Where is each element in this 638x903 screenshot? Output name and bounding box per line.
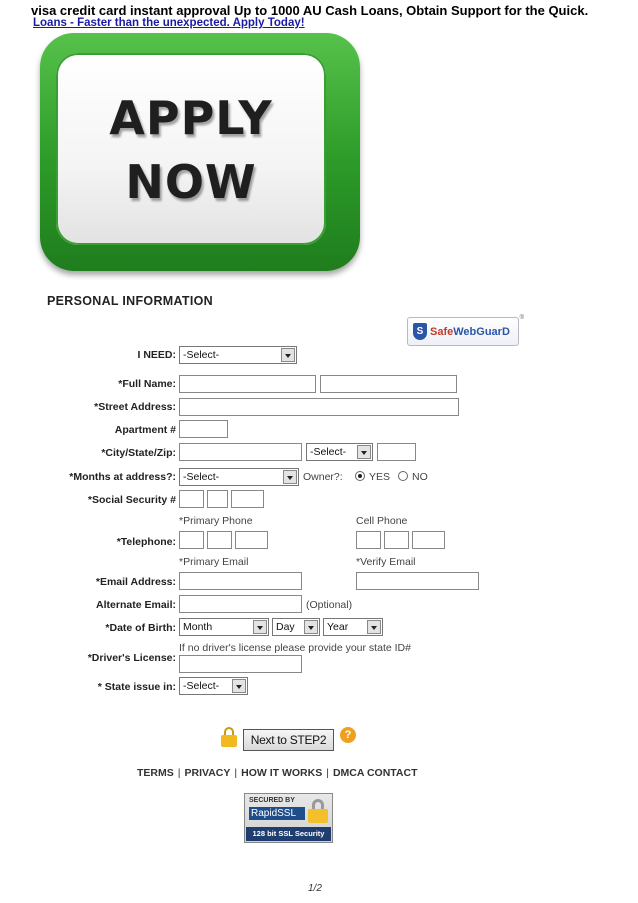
chevron-down-icon xyxy=(367,620,381,634)
dob-month-select[interactable]: Month xyxy=(179,618,269,636)
state-issue-select[interactable]: -Select- xyxy=(179,677,248,695)
cell-prefix-input[interactable] xyxy=(384,531,409,549)
email-input[interactable] xyxy=(179,572,302,590)
how-it-works-link[interactable]: HOW IT WORKS xyxy=(241,767,323,779)
terms-link[interactable]: TERMS xyxy=(137,767,174,779)
rapidssl-badge[interactable] xyxy=(244,793,333,843)
i-need-label: I NEED: xyxy=(137,349,176,361)
chevron-down-icon xyxy=(281,348,295,362)
ssl-strength-text: 128 bit SSL Security xyxy=(246,827,331,841)
owner-yes-label: YES xyxy=(369,471,391,483)
phone-line-input[interactable] xyxy=(235,531,268,549)
chevron-down-icon xyxy=(232,679,246,693)
badge-name: SafeWebGuarD xyxy=(430,325,510,338)
cell-line-input[interactable] xyxy=(412,531,445,549)
section-title: PERSONAL INFORMATION xyxy=(47,294,213,308)
now-text: NOW xyxy=(125,155,257,209)
ssn-part2-input[interactable] xyxy=(207,490,228,508)
license-input[interactable] xyxy=(179,655,302,673)
privacy-link[interactable]: PRIVACY xyxy=(184,767,231,779)
dob-label: *Date of Birth: xyxy=(105,622,176,634)
email-label: *Email Address: xyxy=(95,576,176,588)
zip-input[interactable] xyxy=(377,443,416,461)
alt-email-input[interactable] xyxy=(179,595,302,613)
alt-email-label: Alternate Email: xyxy=(96,599,176,611)
first-name-input[interactable] xyxy=(179,375,316,393)
state-select[interactable]: -Select- xyxy=(306,443,373,461)
i-need-select[interactable]: -Select- xyxy=(179,346,297,364)
footer-links: TERMS | PRIVACY | HOW IT WORKS | DMCA CONTACT xyxy=(137,767,418,779)
telephone-label: *Telephone: xyxy=(116,536,176,548)
state-issue-label: * State issue in: xyxy=(97,681,176,693)
dob-day-select[interactable]: Day xyxy=(272,618,320,636)
next-step-button[interactable]: Next to STEP2 xyxy=(243,729,334,751)
months-label: *Months at address?: xyxy=(69,471,176,483)
owner-yes-radio[interactable] xyxy=(355,471,365,481)
city-input[interactable] xyxy=(179,443,302,461)
apply-now-banner[interactable] xyxy=(40,33,360,271)
dmca-contact-link[interactable]: DMCA CONTACT xyxy=(332,767,418,779)
rapidssl-brand: RapidSSL xyxy=(249,807,305,820)
apply-link[interactable]: Loans - Faster than the unexpected. Apply Today! xyxy=(33,17,305,29)
owner-label: Owner?: xyxy=(303,471,343,483)
secured-by-text: SECURED BY xyxy=(249,797,295,804)
city-label: *City/State/Zip: xyxy=(101,447,176,459)
shield-icon: S xyxy=(413,323,427,340)
primary-phone-hint: *Primary Phone xyxy=(179,515,253,527)
ssn-label: *Social Security # xyxy=(87,494,176,506)
registered-mark: ® xyxy=(519,315,524,321)
chevron-down-icon xyxy=(253,620,267,634)
license-hint: If no driver's license please provide your state ID# xyxy=(179,642,411,654)
lock-icon xyxy=(221,727,237,747)
verify-email-hint: *Verify Email xyxy=(356,556,416,568)
headline: visa credit card instant approval Up to 1000 AU Cash Loans, Obtain Support for the Quick. xyxy=(31,3,589,18)
months-select[interactable]: -Select- xyxy=(179,468,299,486)
verify-email-input[interactable] xyxy=(356,572,479,590)
last-name-input[interactable] xyxy=(320,375,457,393)
apply-text: APPLY xyxy=(109,91,273,145)
help-icon[interactable]: ? xyxy=(340,727,356,743)
street-label: *Street Address: xyxy=(94,401,176,413)
owner-no-label: NO xyxy=(412,471,428,483)
page-number: 1/2 xyxy=(308,883,322,894)
apartment-input[interactable] xyxy=(179,420,228,438)
safewebguard-badge[interactable] xyxy=(407,315,524,346)
license-label: *Driver's License: xyxy=(87,652,176,664)
primary-email-hint: *Primary Email xyxy=(179,556,249,568)
phone-area-input[interactable] xyxy=(179,531,204,549)
chevron-down-icon xyxy=(357,445,371,459)
apply-now-panel xyxy=(56,53,326,245)
dob-year-select[interactable]: Year xyxy=(323,618,383,636)
chevron-down-icon xyxy=(304,620,318,634)
optional-hint: (Optional) xyxy=(306,599,353,611)
cell-area-input[interactable] xyxy=(356,531,381,549)
phone-prefix-input[interactable] xyxy=(207,531,232,549)
chevron-down-icon xyxy=(283,470,297,484)
owner-no-radio[interactable] xyxy=(398,471,408,481)
padlock-icon xyxy=(308,799,328,823)
apartment-label: Apartment # xyxy=(114,424,176,436)
street-input[interactable] xyxy=(179,398,459,416)
ssn-part1-input[interactable] xyxy=(179,490,204,508)
ssn-part3-input[interactable] xyxy=(231,490,264,508)
full-name-label: *Full Name: xyxy=(118,378,176,390)
cell-phone-hint: Cell Phone xyxy=(356,515,408,527)
